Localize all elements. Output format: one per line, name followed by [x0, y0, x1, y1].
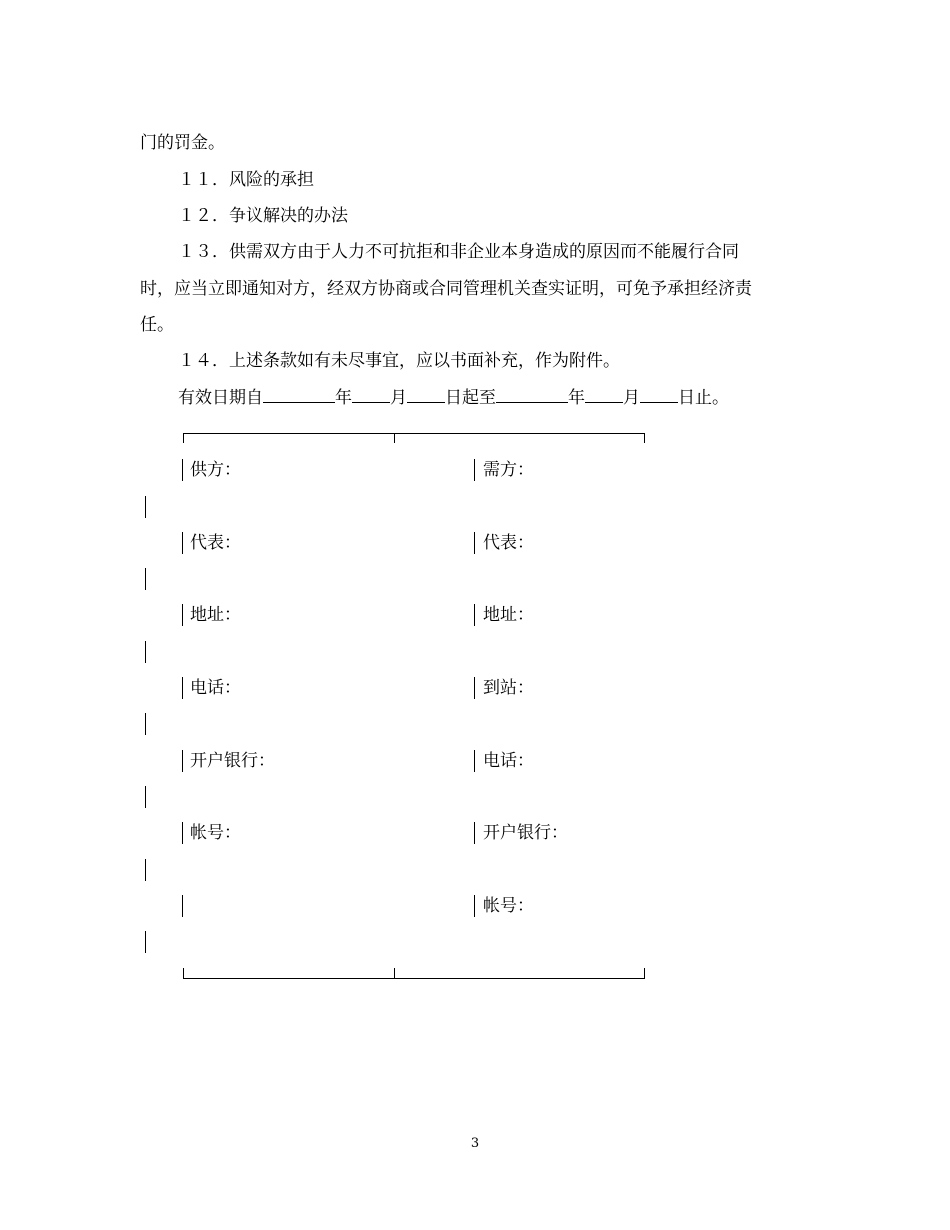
clause-13-line-2: 时，应当立即通知对方，经双方协商或合同管理机关查实证明，可免予承担经济责: [140, 279, 752, 299]
buyer-name-label: 需方：: [483, 460, 534, 480]
end-day-blank[interactable]: [640, 386, 678, 403]
mid-col-bar: [474, 822, 475, 844]
left-col-bar: [182, 895, 183, 917]
spacer-row-bar: [145, 931, 146, 953]
clause-14: １４．上述条款如有未尽事宜，应以书面补充，作为附件。: [178, 351, 620, 371]
clause-13-line-1: １３．供需双方由于人力不可抗拒和非企业本身造成的原因而不能履行合同: [178, 242, 739, 262]
validity-day-1: 日起至: [445, 388, 496, 408]
spacer-row-bar: [145, 496, 146, 518]
supplier-address-label: 地址：: [190, 605, 241, 625]
left-col-bar: [182, 750, 183, 772]
spacer-row-bar: [145, 859, 146, 881]
spacer-row-bar: [145, 641, 146, 663]
mid-col-bar: [474, 750, 475, 772]
validity-month-1: 月: [390, 388, 407, 408]
supplier-bank-label: 开户银行：: [190, 751, 275, 771]
supplier-phone-label: 电话：: [190, 678, 241, 698]
clause-12: １２．争议解决的办法: [178, 206, 348, 226]
supplier-account-label: 帐号：: [190, 823, 241, 843]
buyer-bank-label: 开户银行：: [483, 823, 568, 843]
validity-day-2: 日止。: [678, 388, 729, 408]
left-col-bar: [182, 532, 183, 554]
mid-col-bar: [474, 604, 475, 626]
end-year-blank[interactable]: [496, 386, 568, 403]
table-bottom-border: [183, 978, 645, 979]
page-number: 3: [470, 1136, 480, 1151]
validity-prefix: 有效日期自: [178, 388, 263, 408]
validity-line: [178, 386, 729, 409]
table-bottom-left-tick: [183, 968, 184, 978]
end-month-blank[interactable]: [585, 386, 623, 403]
mid-col-bar: [474, 895, 475, 917]
validity-month-2: 月: [623, 388, 640, 408]
supplier-name-label: 供方：: [190, 460, 241, 480]
spacer-row-bar: [145, 713, 146, 735]
start-year-blank[interactable]: [263, 386, 335, 403]
buyer-station-label: 到站：: [483, 678, 534, 698]
validity-year-1: 年: [335, 388, 352, 408]
table-bottom-right-tick: [644, 968, 645, 978]
supplier-rep-label: 代表：: [190, 533, 241, 553]
table-top-mid-tick: [394, 433, 395, 443]
table-bottom-mid-tick: [394, 968, 395, 978]
table-top-left-tick: [183, 433, 184, 443]
left-col-bar: [182, 459, 183, 481]
validity-year-2: 年: [568, 388, 585, 408]
clause-13-line-3: 任。: [140, 315, 174, 335]
left-col-bar: [182, 677, 183, 699]
spacer-row-bar: [145, 568, 146, 590]
mid-col-bar: [474, 677, 475, 699]
spacer-row-bar: [145, 786, 146, 808]
buyer-account-label: 帐号：: [483, 896, 534, 916]
start-day-blank[interactable]: [407, 386, 445, 403]
buyer-phone-label: 电话：: [483, 751, 534, 771]
mid-col-bar: [474, 532, 475, 554]
clause-11: １１．风险的承担: [178, 170, 314, 190]
paragraph-continuation: 门的罚金。: [140, 133, 225, 153]
buyer-rep-label: 代表：: [483, 533, 534, 553]
left-col-bar: [182, 604, 183, 626]
left-col-bar: [182, 822, 183, 844]
table-top-right-tick: [644, 433, 645, 443]
mid-col-bar: [474, 459, 475, 481]
buyer-address-label: 地址：: [483, 605, 534, 625]
table-top-border: [183, 433, 645, 434]
start-month-blank[interactable]: [352, 386, 390, 403]
